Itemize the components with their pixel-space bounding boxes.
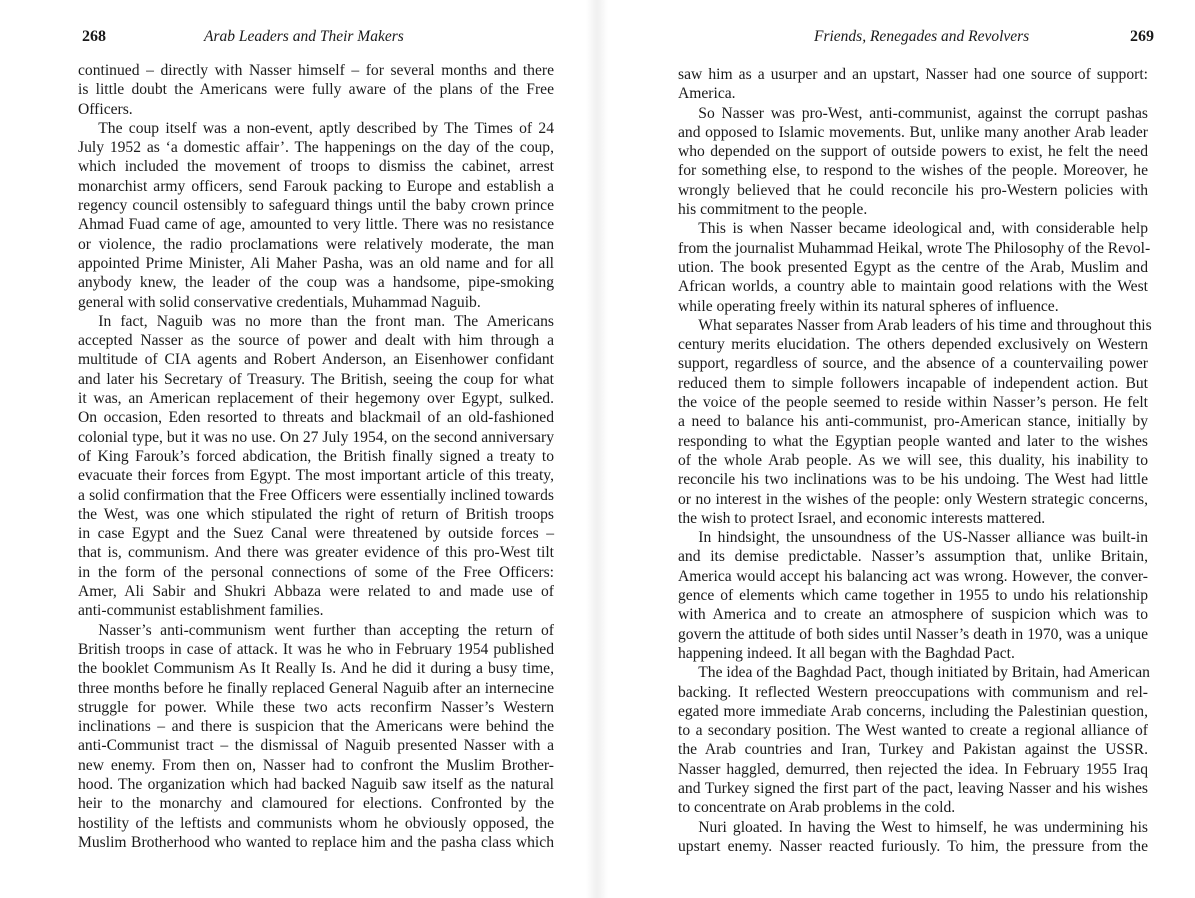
- text-line: colonial type, but it was no use. On 27 July 1954, on the second anniversary: [78, 428, 554, 446]
- text-line: to concentrate on Arab problems in the cold.: [678, 799, 956, 817]
- text-line: Nuri gloated. In having the West to himself, he was undermining his: [698, 818, 1148, 836]
- text-line: backing. It reflected Western preoccupations with communism and rel-: [678, 683, 1148, 701]
- text-line: America.: [678, 85, 736, 103]
- text-line: So Nasser was pro-West, anti-communist, against the corrupt pashas: [698, 104, 1148, 122]
- text-line: struggle for power. While these two acts reconfirm Nasser’s Western: [78, 698, 554, 716]
- text-line: anti-communist establishment families.: [78, 602, 324, 620]
- text-line: of the whole Arab people. As we will see, this duality, his inability to: [678, 451, 1148, 469]
- text-line: responding to what the Egyptian people wanted and later to the wishes: [678, 432, 1148, 450]
- page-gutter: [586, 0, 608, 898]
- text-line: in the form of the personal connections of some of the Free Officers:: [78, 563, 554, 581]
- text-line: while operating freely within its natural spheres of influence.: [678, 297, 1059, 315]
- text-line: America would accept his balancing act was wrong. However, the conver-: [678, 567, 1148, 585]
- text-line: to a secondary position. The West wanted to create a regional alliance of: [678, 722, 1148, 740]
- text-line: evacuate their forces from Egypt. The most important article of this treaty,: [78, 467, 554, 485]
- text-line: regency council ostensibly to safeguard things until the baby crown prince: [78, 197, 554, 215]
- text-line: happening indeed. It all began with the Baghdad Pact.: [678, 644, 1015, 662]
- text-line: Nasser haggled, demurred, then rejected the idea. In February 1955 Iraq: [678, 760, 1148, 778]
- text-line: his commitment to the people.: [678, 201, 868, 219]
- text-line: multitude of CIA agents and Robert Anderson, an Eisenhower confidant: [78, 351, 554, 369]
- text-line: Ahmad Fuad came of age, amounted to very little. There was no resistance: [78, 216, 554, 234]
- text-line: three months before he finally replaced General Naguib after an internecine: [78, 679, 554, 697]
- text-line: a need to balance his anti-communist, pro-American stance, initially by: [678, 413, 1148, 431]
- text-line: In fact, Naguib was no more than the front man. The Americans: [98, 312, 554, 330]
- text-line: July 1952 as ‘a domestic affair’. The happenings on the day of the coup,: [78, 139, 554, 157]
- text-line: the booklet Communism As It Really Is. And he did it during a busy time,: [78, 660, 554, 678]
- text-line: anti-Communist tract – the dismissal of Naguib presented Nasser with a: [78, 737, 554, 755]
- text-line: gence of elements which came together in 1955 to undo his relationship: [678, 587, 1148, 605]
- text-line: is little doubt the Americans were fully aware of the plans of the Free: [78, 81, 554, 99]
- text-line: monarchist army officers, send Farouk packing to Europe and establish a: [78, 177, 554, 195]
- text-line: The idea of the Baghdad Pact, though initiated by Britain, had American: [698, 664, 1150, 682]
- text-line: that is, communism. And there was greater evidence of this pro-West tilt: [78, 544, 554, 562]
- text-line: The coup itself was a non-event, aptly described by The Times of 24: [98, 119, 554, 137]
- text-line: the wish to protect Israel, and economic interests mattered.: [678, 509, 1046, 527]
- text-line: the West, was one which stipulated the right of return of British troops: [78, 505, 554, 523]
- text-line: which included the movement of troops to dismiss the cabinet, arrest: [78, 158, 554, 176]
- body-text-right: [678, 65, 1152, 856]
- text-line: wrongly believed that he could reconcile his pro-Western policies with: [678, 181, 1148, 199]
- text-line: reduced them to simple followers incapable of independent action. But: [678, 374, 1148, 392]
- page-number-right: 269: [1130, 28, 1154, 45]
- text-line: accepted Nasser as the source of power and dealt with him through a: [78, 332, 554, 350]
- text-line: British troops in case of attack. It was he who in February 1954 published: [78, 640, 554, 658]
- text-line: On occasion, Eden resorted to threats and blackmail of an old-fashioned: [78, 409, 554, 427]
- text-line: upstart enemy. Nasser reacted furiously. To him, the pressure from the: [678, 837, 1148, 855]
- text-line: and later his Secretary of Treasury. The British, seeing the coup for what: [78, 370, 554, 388]
- text-line: hostility of the leftists and communists whom he obviously opposed, the: [78, 814, 554, 832]
- text-line: for something else, to respond to the wishes of the people. Moreover, he: [678, 162, 1148, 180]
- text-line: the Arab countries and Iran, Turkey and Pakistan against the USSR.: [678, 741, 1148, 759]
- text-line: heir to the monarchy and clamoured for elections. Confronted by the: [78, 795, 554, 813]
- text-line: What separates Nasser from Arab leaders of his time and throughout this: [698, 316, 1152, 334]
- text-line: appointed Prime Minister, Ali Maher Pasha, was an old name and for all: [78, 254, 554, 272]
- text-line: with America and to create an atmosphere of suspicion which was to: [678, 606, 1148, 624]
- text-line: This is when Nasser became ideological and, with considerable help: [698, 220, 1148, 238]
- text-line: and Turkey signed the first part of the pact, leaving Nasser and his wishes: [678, 779, 1148, 797]
- text-line: anybody knew, the leader of the coup was a handsome, pipe-smoking: [78, 274, 554, 292]
- text-line: a solid confirmation that the Free Officers were essentially inclined towards: [78, 486, 554, 504]
- text-line: govern the attitude of both sides until Nasser’s death in 1970, was a unique: [678, 625, 1148, 643]
- text-line: saw him as a usurper and an upstart, Nasser had one source of support:: [678, 66, 1148, 83]
- text-line: egated more immediate Arab concerns, including the Palestinian question,: [678, 702, 1148, 720]
- text-line: Amer, Ali Sabir and Shukri Abbaza were related to and made use of: [78, 583, 554, 601]
- text-line: hood. The organization which had backed Naguib saw itself as the natural: [78, 775, 554, 793]
- text-line: reconcile his two inclinations was to be his undoing. The West had little: [678, 471, 1148, 489]
- body-text-left: [78, 61, 554, 852]
- text-line: from the journalist Muhammad Heikal, wrote The Philosophy of the Revol-: [678, 239, 1151, 257]
- running-header-left: Arab Leaders and Their Makers: [204, 28, 404, 45]
- text-line: new enemy. From then on, Nasser had to confront the Muslim Brother-: [78, 756, 554, 774]
- text-line: Officers.: [78, 100, 133, 118]
- text-line: the voice of the people seemed to reside within Nasser’s person. He felt: [678, 394, 1148, 412]
- text-line: and its demise predictable. Nasser’s assumption that, unlike Britain,: [678, 548, 1148, 566]
- text-line: support, regardless of source, and the absence of a countervailing power: [678, 355, 1148, 373]
- text-line: continued – directly with Nasser himself – for several months and there: [78, 62, 554, 79]
- running-header-right: Friends, Renegades and Revolvers: [814, 28, 1030, 45]
- text-line: or no interest in the wishes of the people: only Western strategic concerns,: [678, 490, 1148, 508]
- text-line: ution. The book presented Egypt as the centre of the Arab, Muslim and: [678, 258, 1148, 276]
- text-line: and opposed to Islamic movements. But, unlike many another Arab leader: [678, 123, 1148, 141]
- text-line: African worlds, a country able to maintain good relations with the West: [678, 278, 1148, 296]
- text-line: who depended on the support of outside powers to exist, he felt the need: [678, 143, 1148, 161]
- text-line: general with solid conservative credentials, Muhammad Naguib.: [78, 293, 481, 311]
- text-line: in case Egypt and the Suez Canal were threatened by outside forces –: [78, 525, 554, 543]
- text-line: Muslim Brotherhood who wanted to replace him and the pasha class which: [78, 833, 554, 851]
- text-line: inclinations – and there is suspicion that the Americans were behind the: [78, 718, 554, 736]
- page-number-left: 268: [82, 28, 106, 45]
- text-line: of King Farouk’s forced abdication, the British finally signed a treaty to: [78, 447, 554, 465]
- text-line: or violence, the radio proclamations were relatively moderate, the man: [78, 235, 554, 253]
- text-line: Nasser’s anti-communism went further than accepting the return of: [98, 621, 554, 639]
- text-line: In hindsight, the unsoundness of the US-Nasser alliance was built-in: [698, 529, 1148, 547]
- text-line: it was, an American replacement of their hegemony over Egypt, sulked.: [78, 390, 554, 408]
- text-line: century merits elucidation. The others depended exclusively on Western: [678, 336, 1148, 354]
